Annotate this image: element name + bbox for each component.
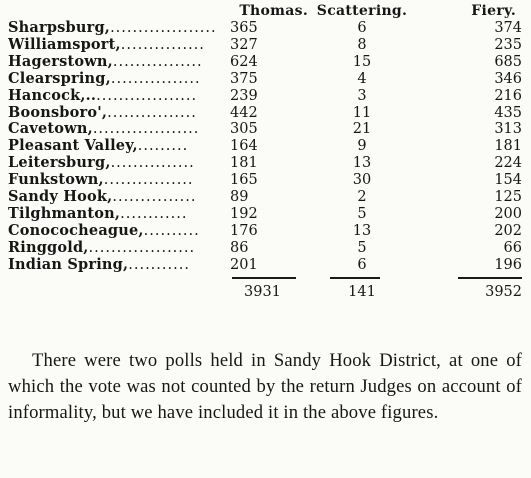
thomas-votes: 442 bbox=[230, 104, 258, 121]
district-name bbox=[8, 172, 230, 189]
thomas-total-rule bbox=[232, 277, 296, 279]
table-row bbox=[8, 155, 522, 172]
scattering-votes: 3 bbox=[357, 87, 367, 104]
fiery-votes: 235 bbox=[494, 36, 522, 53]
thomas-votes: 192 bbox=[230, 205, 258, 222]
district-label: Hancock,.. bbox=[8, 87, 97, 104]
district-name bbox=[8, 138, 230, 155]
district-label: Sharpsburg, bbox=[8, 20, 111, 36]
thomas-column-header: Thomas. bbox=[239, 3, 308, 19]
leader-dots: ............ bbox=[120, 205, 188, 222]
table-row bbox=[8, 257, 522, 274]
total-rule-row bbox=[8, 274, 522, 282]
table-row bbox=[8, 37, 522, 54]
thomas-votes: 365 bbox=[230, 20, 258, 36]
district-column-header bbox=[8, 2, 230, 20]
district-label: Conococheague, bbox=[8, 222, 144, 239]
table-row bbox=[8, 223, 522, 240]
district-label: Funkstown, bbox=[8, 172, 104, 189]
fiery-votes: 216 bbox=[494, 87, 522, 104]
district-name bbox=[8, 155, 230, 172]
thomas-total: 3931 bbox=[244, 283, 281, 300]
table-row bbox=[8, 206, 522, 223]
thomas-votes: 624 bbox=[230, 53, 258, 70]
scattering-votes: 6 bbox=[357, 20, 367, 36]
scattering-votes: 8 bbox=[357, 36, 367, 53]
district-label: Cavetown, bbox=[8, 121, 93, 138]
leader-dots: ............... bbox=[112, 189, 197, 206]
leader-dots: .......... bbox=[143, 222, 200, 239]
thomas-votes: 305 bbox=[230, 121, 258, 138]
fiery-votes: 224 bbox=[494, 155, 522, 172]
scattering-votes: 9 bbox=[357, 138, 367, 155]
fiery-votes: 435 bbox=[494, 104, 522, 121]
fiery-votes: 66 bbox=[503, 239, 522, 256]
district-name bbox=[8, 223, 230, 240]
scattering-votes: 5 bbox=[357, 239, 367, 256]
district-name bbox=[8, 54, 230, 71]
note-paragraph: There were two polls held in Sandy Hook District, at one of which the vote was not counted by the return Judges on account of informality, but we have included it in the above figures. bbox=[8, 350, 522, 423]
fiery-votes: 200 bbox=[494, 205, 522, 222]
district-name bbox=[8, 37, 230, 54]
election-returns-table bbox=[8, 2, 522, 302]
scattering-votes: 21 bbox=[352, 121, 372, 138]
table-row bbox=[8, 240, 522, 257]
thomas-votes: 176 bbox=[230, 222, 258, 239]
scattering-votes: 13 bbox=[352, 155, 372, 172]
scattering-votes: 15 bbox=[352, 53, 372, 70]
fiery-votes: 154 bbox=[494, 172, 522, 189]
thomas-votes: 201 bbox=[230, 256, 258, 273]
thomas-votes: 89 bbox=[230, 189, 249, 206]
district-name bbox=[8, 206, 230, 223]
scattering-total: 141 bbox=[348, 283, 376, 300]
district-name bbox=[8, 189, 230, 206]
district-name bbox=[8, 88, 230, 105]
district-label: Boonsboro', bbox=[8, 104, 108, 121]
thomas-votes: 327 bbox=[230, 36, 258, 53]
fiery-column-header: Fiery. bbox=[471, 3, 516, 19]
table-row bbox=[8, 121, 522, 138]
fiery-votes: 346 bbox=[494, 70, 522, 87]
district-label: Leitersburg, bbox=[8, 155, 111, 172]
thomas-votes: 239 bbox=[230, 87, 258, 104]
leader-dots: ................... bbox=[92, 121, 200, 138]
table-row bbox=[8, 138, 522, 155]
thomas-votes: 86 bbox=[230, 239, 249, 256]
fiery-votes: 196 bbox=[494, 256, 522, 273]
district-label: Ringgold, bbox=[8, 239, 89, 256]
fiery-total-rule bbox=[458, 277, 522, 279]
scattering-votes: 11 bbox=[352, 104, 372, 121]
district-label: Williamsport, bbox=[8, 36, 121, 53]
fiery-votes: 313 bbox=[494, 121, 522, 138]
scattering-total-rule-cell bbox=[310, 274, 414, 282]
district-label: Pleasant Valley, bbox=[8, 138, 138, 155]
fiery-votes: 125 bbox=[494, 189, 522, 206]
fiery-votes: 685 bbox=[494, 53, 522, 70]
table-row bbox=[8, 88, 522, 105]
scattering-votes: 4 bbox=[357, 70, 367, 87]
table-row bbox=[8, 172, 522, 189]
leader-dots: ........... bbox=[128, 256, 190, 273]
fiery-votes: 374 bbox=[494, 20, 522, 36]
leader-dots: ................ bbox=[110, 70, 201, 87]
leader-dots: ................ bbox=[103, 172, 194, 189]
scattering-total-rule bbox=[330, 277, 380, 279]
scattering-votes: 30 bbox=[352, 172, 372, 189]
leader-dots: ................ bbox=[107, 104, 197, 121]
table-row bbox=[8, 105, 522, 122]
scattering-votes: 13 bbox=[352, 222, 372, 239]
leader-dots: ................... bbox=[110, 20, 217, 36]
rule-spacer bbox=[8, 274, 230, 282]
totals-row bbox=[8, 282, 522, 302]
thomas-total-rule-cell bbox=[230, 274, 310, 282]
table-row bbox=[8, 20, 522, 37]
district-name bbox=[8, 71, 230, 88]
district-name bbox=[8, 121, 230, 138]
district-name bbox=[8, 105, 230, 122]
leader-dots: ............... bbox=[120, 36, 205, 53]
scattering-votes: 6 bbox=[357, 256, 367, 273]
district-rows bbox=[8, 20, 522, 274]
thomas-votes: 165 bbox=[230, 172, 258, 189]
district-name bbox=[8, 20, 230, 37]
district-label: Indian Spring, bbox=[8, 256, 129, 273]
table-row bbox=[8, 54, 522, 71]
thomas-votes: 375 bbox=[230, 70, 258, 87]
table-row bbox=[8, 189, 522, 206]
header-row bbox=[8, 2, 522, 20]
leader-dots: ............... bbox=[110, 155, 195, 172]
leader-dots: .................. bbox=[96, 87, 198, 104]
leader-dots: ......... bbox=[137, 138, 189, 155]
fiery-votes: 181 bbox=[494, 138, 522, 155]
fiery-votes: 202 bbox=[494, 222, 522, 239]
district-label: Tilghmanton, bbox=[8, 205, 121, 222]
thomas-votes: 181 bbox=[230, 155, 258, 172]
district-label: Hagerstown, bbox=[8, 53, 113, 70]
district-name bbox=[8, 240, 230, 257]
totals-spacer bbox=[8, 282, 230, 302]
district-label: Sandy Hook, bbox=[8, 189, 113, 206]
thomas-votes: 164 bbox=[230, 138, 258, 155]
scattering-votes: 5 bbox=[357, 205, 367, 222]
scattering-column-header: Scattering. bbox=[316, 3, 408, 19]
leader-dots: ................... bbox=[88, 239, 196, 256]
table-row bbox=[8, 71, 522, 88]
fiery-total: 3952 bbox=[485, 283, 522, 300]
scattering-votes: 2 bbox=[357, 189, 367, 206]
district-label: Clearspring, bbox=[8, 70, 111, 87]
district-name bbox=[8, 257, 230, 274]
fiery-total-rule-cell bbox=[414, 274, 522, 282]
leader-dots: ................ bbox=[112, 53, 203, 70]
